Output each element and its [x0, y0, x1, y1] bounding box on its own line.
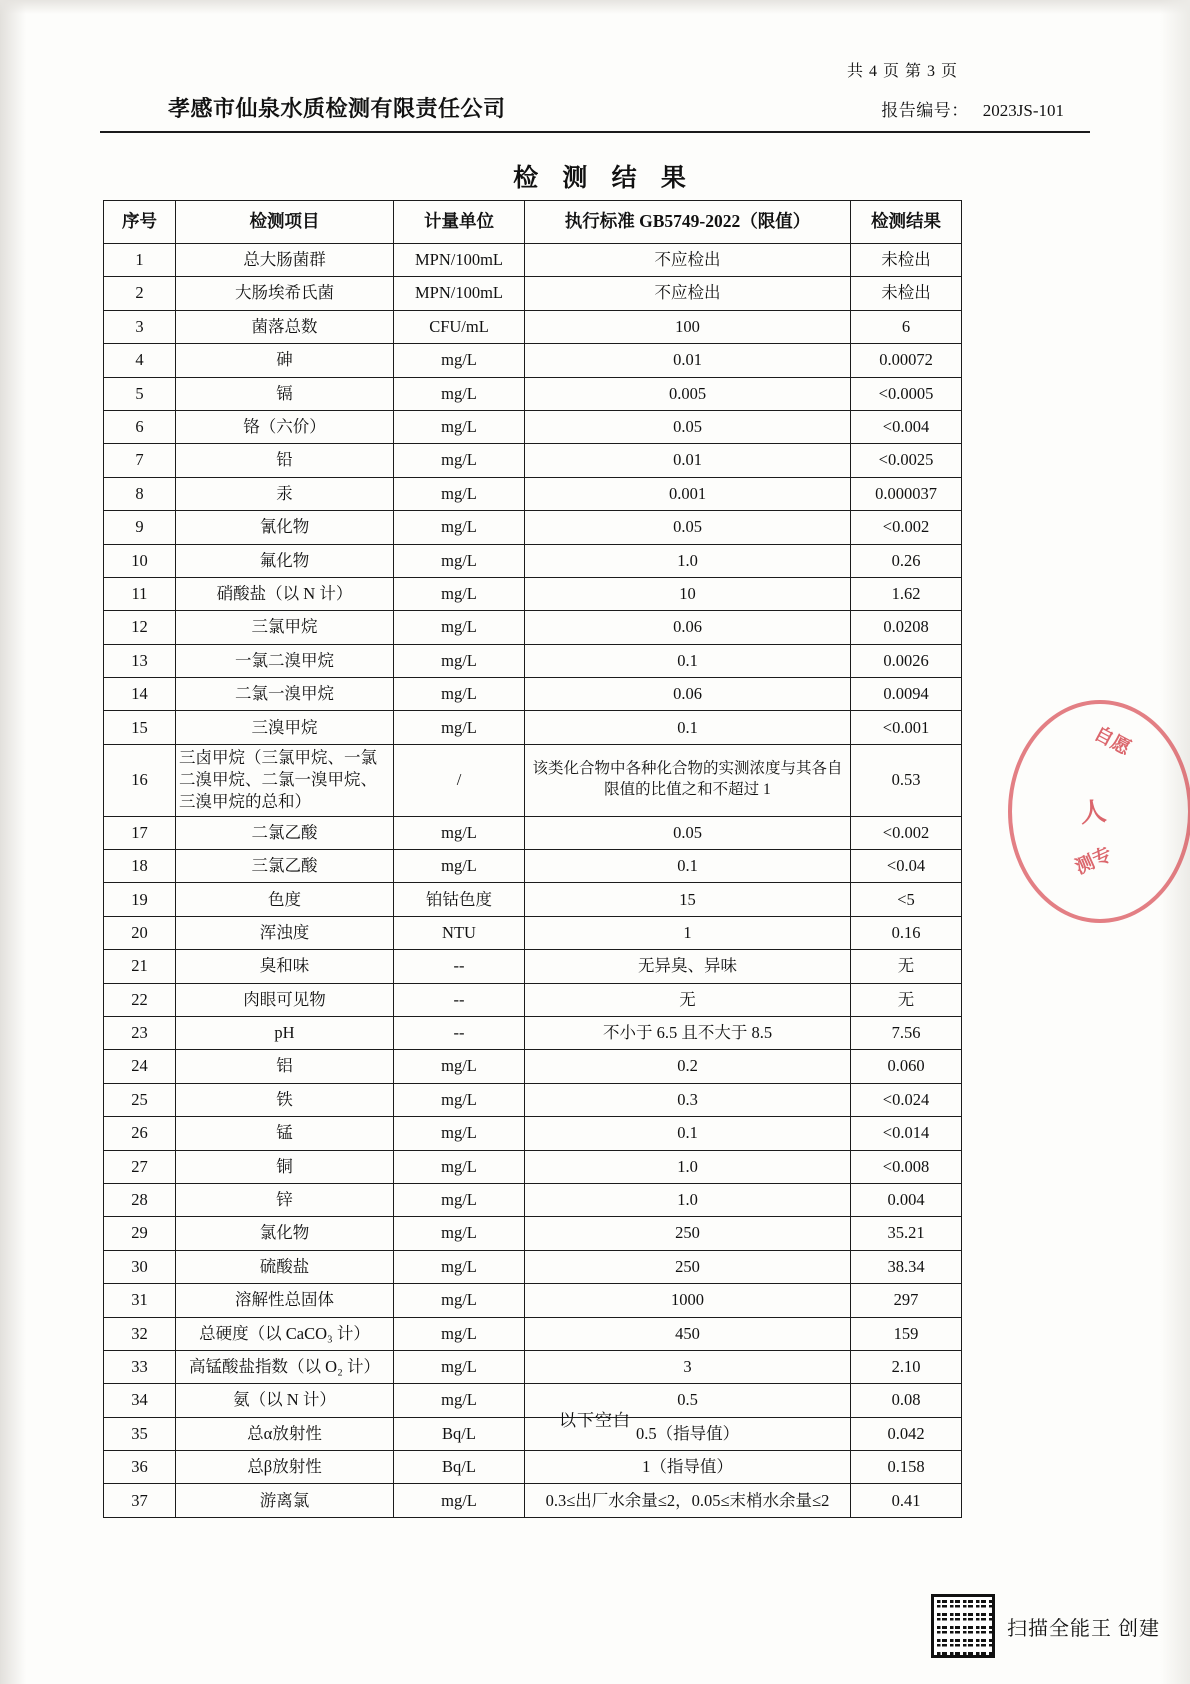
cell-index: 34: [104, 1384, 176, 1417]
table-row: [104, 477, 962, 510]
table-row: [104, 950, 962, 983]
cell-item: 浑浊度: [176, 916, 394, 949]
cell-item: 总α放射性: [176, 1417, 394, 1450]
cell-unit: MPN/100mL: [394, 244, 525, 277]
cell-result: 0.060: [851, 1050, 962, 1083]
cell-index: 30: [104, 1250, 176, 1283]
cell-unit: mg/L: [394, 611, 525, 644]
cell-index: 37: [104, 1484, 176, 1517]
cell-item: 大肠埃希氏菌: [176, 277, 394, 310]
cell-index: 23: [104, 1017, 176, 1050]
cell-result: 0.042: [851, 1417, 962, 1450]
cell-index: 22: [104, 983, 176, 1016]
report-number-label: 报告编号：: [881, 101, 969, 120]
cell-unit: mg/L: [394, 511, 525, 544]
table-row: [104, 850, 962, 883]
cell-result: 7.56: [851, 1017, 962, 1050]
cell-item: 硫酸盐: [176, 1250, 394, 1283]
cell-standard: 0.2: [525, 1050, 851, 1083]
cell-standard: 0.05: [525, 410, 851, 443]
cell-index: 10: [104, 544, 176, 577]
cell-result: 0.0094: [851, 678, 962, 711]
cell-index: 9: [104, 511, 176, 544]
cell-result: <0.002: [851, 511, 962, 544]
cell-result: <0.0005: [851, 377, 962, 410]
table-row: [104, 577, 962, 610]
cell-standard: 0.01: [525, 444, 851, 477]
table-row: [104, 344, 962, 377]
cell-unit: mg/L: [394, 377, 525, 410]
cell-result: <0.0025: [851, 444, 962, 477]
company-name: 孝感市仙泉水质检测有限责任公司: [168, 96, 506, 121]
cell-standard: 0.5（指导值）: [525, 1417, 851, 1450]
cell-index: 16: [104, 744, 176, 816]
cell-index: 5: [104, 377, 176, 410]
cell-result: 6: [851, 310, 962, 343]
cell-result: 0.26: [851, 544, 962, 577]
cell-result: <0.008: [851, 1150, 962, 1183]
cell-unit: mg/L: [394, 1050, 525, 1083]
cell-item: 溶解性总固体: [176, 1284, 394, 1317]
cell-index: 1: [104, 244, 176, 277]
cell-item: 一氯二溴甲烷: [176, 644, 394, 677]
cell-result: 2.10: [851, 1350, 962, 1383]
cell-standard: 15: [525, 883, 851, 916]
scan-edge-left: [0, 0, 26, 1684]
cell-unit: --: [394, 950, 525, 983]
table-row: [104, 1317, 962, 1350]
cell-index: 7: [104, 444, 176, 477]
cell-unit: Bq/L: [394, 1417, 525, 1450]
cell-standard: 0.06: [525, 611, 851, 644]
cell-unit: /: [394, 744, 525, 816]
cell-unit: mg/L: [394, 711, 525, 744]
cell-item: 氟化物: [176, 544, 394, 577]
column-header-index: 序号: [104, 201, 176, 244]
cell-standard: 10: [525, 577, 851, 610]
cell-item: 肉眼可见物: [176, 983, 394, 1016]
table-row: [104, 1017, 962, 1050]
cell-standard: 0.05: [525, 816, 851, 849]
cell-item: 铬（六价）: [176, 410, 394, 443]
cell-result: 38.34: [851, 1250, 962, 1283]
cell-standard: 1（指导值）: [525, 1451, 851, 1484]
cell-index: 17: [104, 816, 176, 849]
cell-result: <0.001: [851, 711, 962, 744]
cell-result: 无: [851, 950, 962, 983]
cell-index: 19: [104, 883, 176, 916]
table-row: [104, 1050, 962, 1083]
cell-item: 三氯甲烷: [176, 611, 394, 644]
table-row: [104, 916, 962, 949]
cell-result: 159: [851, 1317, 962, 1350]
cell-unit: mg/L: [394, 1284, 525, 1317]
cell-index: 25: [104, 1083, 176, 1116]
cell-unit: MPN/100mL: [394, 277, 525, 310]
cell-item: 汞: [176, 477, 394, 510]
table-row: [104, 678, 962, 711]
cell-index: 26: [104, 1117, 176, 1150]
footer-watermark: [931, 1594, 1160, 1658]
cell-standard: 100: [525, 310, 851, 343]
cell-standard: 0.3: [525, 1083, 851, 1116]
cell-index: 32: [104, 1317, 176, 1350]
cell-index: 24: [104, 1050, 176, 1083]
cell-index: 36: [104, 1451, 176, 1484]
cell-index: 14: [104, 678, 176, 711]
cell-item: 三溴甲烷: [176, 711, 394, 744]
table-row: [104, 983, 962, 1016]
cell-standard: 该类化合物中各种化合物的实测浓度与其各自限值的比值之和不超过 1: [525, 744, 851, 816]
cell-standard: 0.1: [525, 711, 851, 744]
table-row: [104, 1150, 962, 1183]
cell-index: 11: [104, 577, 176, 610]
cell-standard: 450: [525, 1317, 851, 1350]
cell-result: 0.08: [851, 1384, 962, 1417]
cell-standard: 1000: [525, 1284, 851, 1317]
table-row: [104, 1117, 962, 1150]
blank-note: 以下空白: [559, 1411, 631, 1430]
results-table-body: [104, 244, 962, 1518]
cell-index: 8: [104, 477, 176, 510]
cell-standard: 250: [525, 1250, 851, 1283]
table-row: [104, 644, 962, 677]
cell-result: <0.024: [851, 1083, 962, 1116]
report-number-value: 2023JS-101: [982, 101, 1064, 120]
cell-unit: mg/L: [394, 1117, 525, 1150]
cell-item: 铁: [176, 1083, 394, 1116]
cell-item: 砷: [176, 344, 394, 377]
table-row: [104, 244, 962, 277]
cell-result: 0.158: [851, 1451, 962, 1484]
column-header-result: 检测结果: [851, 201, 962, 244]
cell-result: <0.004: [851, 410, 962, 443]
cell-standard: 1.0: [525, 1150, 851, 1183]
cell-index: 28: [104, 1183, 176, 1216]
cell-standard: 0.1: [525, 644, 851, 677]
cell-index: 31: [104, 1284, 176, 1317]
cell-result: <5: [851, 883, 962, 916]
cell-standard: 不应检出: [525, 277, 851, 310]
cell-index: 18: [104, 850, 176, 883]
cell-result: 未检出: [851, 244, 962, 277]
cell-item: 三氯乙酸: [176, 850, 394, 883]
cell-item: 铝: [176, 1050, 394, 1083]
cell-standard: 0.1: [525, 1117, 851, 1150]
cell-unit: mg/L: [394, 1484, 525, 1517]
column-header-item: 检测项目: [176, 201, 394, 244]
cell-index: 20: [104, 916, 176, 949]
cell-unit: mg/L: [394, 344, 525, 377]
cell-item: 氯化物: [176, 1217, 394, 1250]
cell-item: 总硬度（以 CaCO₃ 计）: [176, 1317, 394, 1350]
cell-result: 1.62: [851, 577, 962, 610]
cell-result: <0.04: [851, 850, 962, 883]
table-row: [104, 1284, 962, 1317]
cell-standard: 不小于 6.5 且不大于 8.5: [525, 1017, 851, 1050]
cell-standard: 0.3≤出厂水余量≤2，0.05≤末梢水余量≤2: [525, 1484, 851, 1517]
cell-unit: mg/L: [394, 816, 525, 849]
cell-index: 3: [104, 310, 176, 343]
cell-result: <0.002: [851, 816, 962, 849]
cell-item: 氨（以 N 计）: [176, 1384, 394, 1417]
cell-item: 二氯一溴甲烷: [176, 678, 394, 711]
table-row: [104, 1217, 962, 1250]
page-title: 检 测 结 果: [513, 165, 695, 192]
cell-standard: 1.0: [525, 544, 851, 577]
table-header-row: [104, 201, 962, 244]
cell-unit: mg/L: [394, 678, 525, 711]
table-row: [104, 711, 962, 744]
table-row: [104, 277, 962, 310]
cell-item: 锰: [176, 1117, 394, 1150]
cell-unit: --: [394, 1017, 525, 1050]
cell-item: 镉: [176, 377, 394, 410]
cell-item: 硝酸盐（以 N 计）: [176, 577, 394, 610]
cell-result: 0.000037: [851, 477, 962, 510]
table-row: [104, 1484, 962, 1517]
cell-item: 铜: [176, 1150, 394, 1183]
cell-item: 游离氯: [176, 1484, 394, 1517]
cell-standard: 0.5: [525, 1384, 851, 1417]
scan-edge-top: [0, 0, 1190, 14]
cell-standard: 0.05: [525, 511, 851, 544]
cell-unit: mg/L: [394, 1350, 525, 1383]
cell-standard: 0.001: [525, 477, 851, 510]
cell-index: 6: [104, 410, 176, 443]
cell-standard: 3: [525, 1350, 851, 1383]
cell-index: 29: [104, 1217, 176, 1250]
table-row: [104, 310, 962, 343]
cell-unit: mg/L: [394, 1150, 525, 1183]
cell-standard: 1.0: [525, 1183, 851, 1216]
cell-index: 15: [104, 711, 176, 744]
table-row: [104, 1083, 962, 1116]
cell-unit: mg/L: [394, 410, 525, 443]
cell-unit: mg/L: [394, 850, 525, 883]
cell-index: 13: [104, 644, 176, 677]
cell-unit: Bq/L: [394, 1451, 525, 1484]
cell-standard: 0.005: [525, 377, 851, 410]
cell-index: 21: [104, 950, 176, 983]
cell-unit: mg/L: [394, 577, 525, 610]
table-row: [104, 611, 962, 644]
cell-result: 0.0026: [851, 644, 962, 677]
cell-result: 未检出: [851, 277, 962, 310]
cell-unit: --: [394, 983, 525, 1016]
cell-item: 菌落总数: [176, 310, 394, 343]
cell-result: 0.53: [851, 744, 962, 816]
cell-standard: 无异臭、异味: [525, 950, 851, 983]
cell-item: 高锰酸盐指数（以 O₂ 计）: [176, 1350, 394, 1383]
table-row: [104, 1451, 962, 1484]
table-row: [104, 883, 962, 916]
cell-unit: mg/L: [394, 1183, 525, 1216]
table-row: [104, 511, 962, 544]
table-row: [104, 816, 962, 849]
cell-result: 35.21: [851, 1217, 962, 1250]
cell-item: 色度: [176, 883, 394, 916]
cell-standard: 不应检出: [525, 244, 851, 277]
cell-result: 0.41: [851, 1484, 962, 1517]
scan-edge-right: [1160, 0, 1190, 1684]
cell-standard: 0.06: [525, 678, 851, 711]
column-header-standard: 执行标准 GB5749-2022（限值）: [525, 201, 851, 244]
cell-unit: mg/L: [394, 544, 525, 577]
cell-result: 0.004: [851, 1183, 962, 1216]
cell-result: <0.014: [851, 1117, 962, 1150]
cell-unit: mg/L: [394, 477, 525, 510]
cell-standard: 0.01: [525, 344, 851, 377]
cell-item: 氰化物: [176, 511, 394, 544]
cell-unit: NTU: [394, 916, 525, 949]
table-row: [104, 1250, 962, 1283]
column-header-unit: 计量单位: [394, 201, 525, 244]
table-row: [104, 1183, 962, 1216]
table-row: [104, 744, 962, 816]
table-row: [104, 1350, 962, 1383]
cell-unit: mg/L: [394, 644, 525, 677]
report-number: [881, 96, 1090, 121]
cell-unit: mg/L: [394, 1317, 525, 1350]
cell-index: 33: [104, 1350, 176, 1383]
cell-unit: mg/L: [394, 1384, 525, 1417]
cell-item: 二氯乙酸: [176, 816, 394, 849]
cell-item: 铅: [176, 444, 394, 477]
cell-item: 总大肠菌群: [176, 244, 394, 277]
qr-code-icon: [931, 1594, 995, 1658]
stamp-ring: [1008, 700, 1190, 923]
stamp-text-2: 人: [1078, 796, 1108, 829]
cell-unit: 铂钴色度: [394, 883, 525, 916]
cell-unit: mg/L: [394, 444, 525, 477]
cell-result: 无: [851, 983, 962, 1016]
table-row: [104, 410, 962, 443]
page-marker: 共 4 页 第 3 页: [846, 63, 958, 80]
table-row: [104, 444, 962, 477]
cell-index: 27: [104, 1150, 176, 1183]
cell-unit: mg/L: [394, 1083, 525, 1116]
stamp-text-3: 测专: [1072, 844, 1116, 879]
cell-unit: mg/L: [394, 1250, 525, 1283]
cell-unit: CFU/mL: [394, 310, 525, 343]
cell-standard: 1: [525, 916, 851, 949]
cell-item: 总β放射性: [176, 1451, 394, 1484]
cell-index: 2: [104, 277, 176, 310]
official-stamp: [1072, 700, 1184, 915]
stamp-text-1: 自愿: [1090, 723, 1134, 760]
cell-item: pH: [176, 1017, 394, 1050]
results-table: [103, 200, 962, 1518]
cell-standard: 0.1: [525, 850, 851, 883]
watermark-label: 扫描全能王 创建: [1007, 1617, 1160, 1640]
table-row: [104, 544, 962, 577]
cell-index: 35: [104, 1417, 176, 1450]
cell-index: 4: [104, 344, 176, 377]
table-row: [104, 377, 962, 410]
cell-result: 0.00072: [851, 344, 962, 377]
document-header: [100, 92, 1090, 133]
cell-item: 臭和味: [176, 950, 394, 983]
cell-item: 三卤甲烷（三氯甲烷、一氯二溴甲烷、二氯一溴甲烷、三溴甲烷的总和）: [176, 744, 394, 816]
cell-result: 0.16: [851, 916, 962, 949]
cell-standard: 250: [525, 1217, 851, 1250]
cell-standard: 无: [525, 983, 851, 1016]
cell-index: 12: [104, 611, 176, 644]
cell-unit: mg/L: [394, 1217, 525, 1250]
cell-item: 锌: [176, 1183, 394, 1216]
cell-result: 0.0208: [851, 611, 962, 644]
cell-result: 297: [851, 1284, 962, 1317]
